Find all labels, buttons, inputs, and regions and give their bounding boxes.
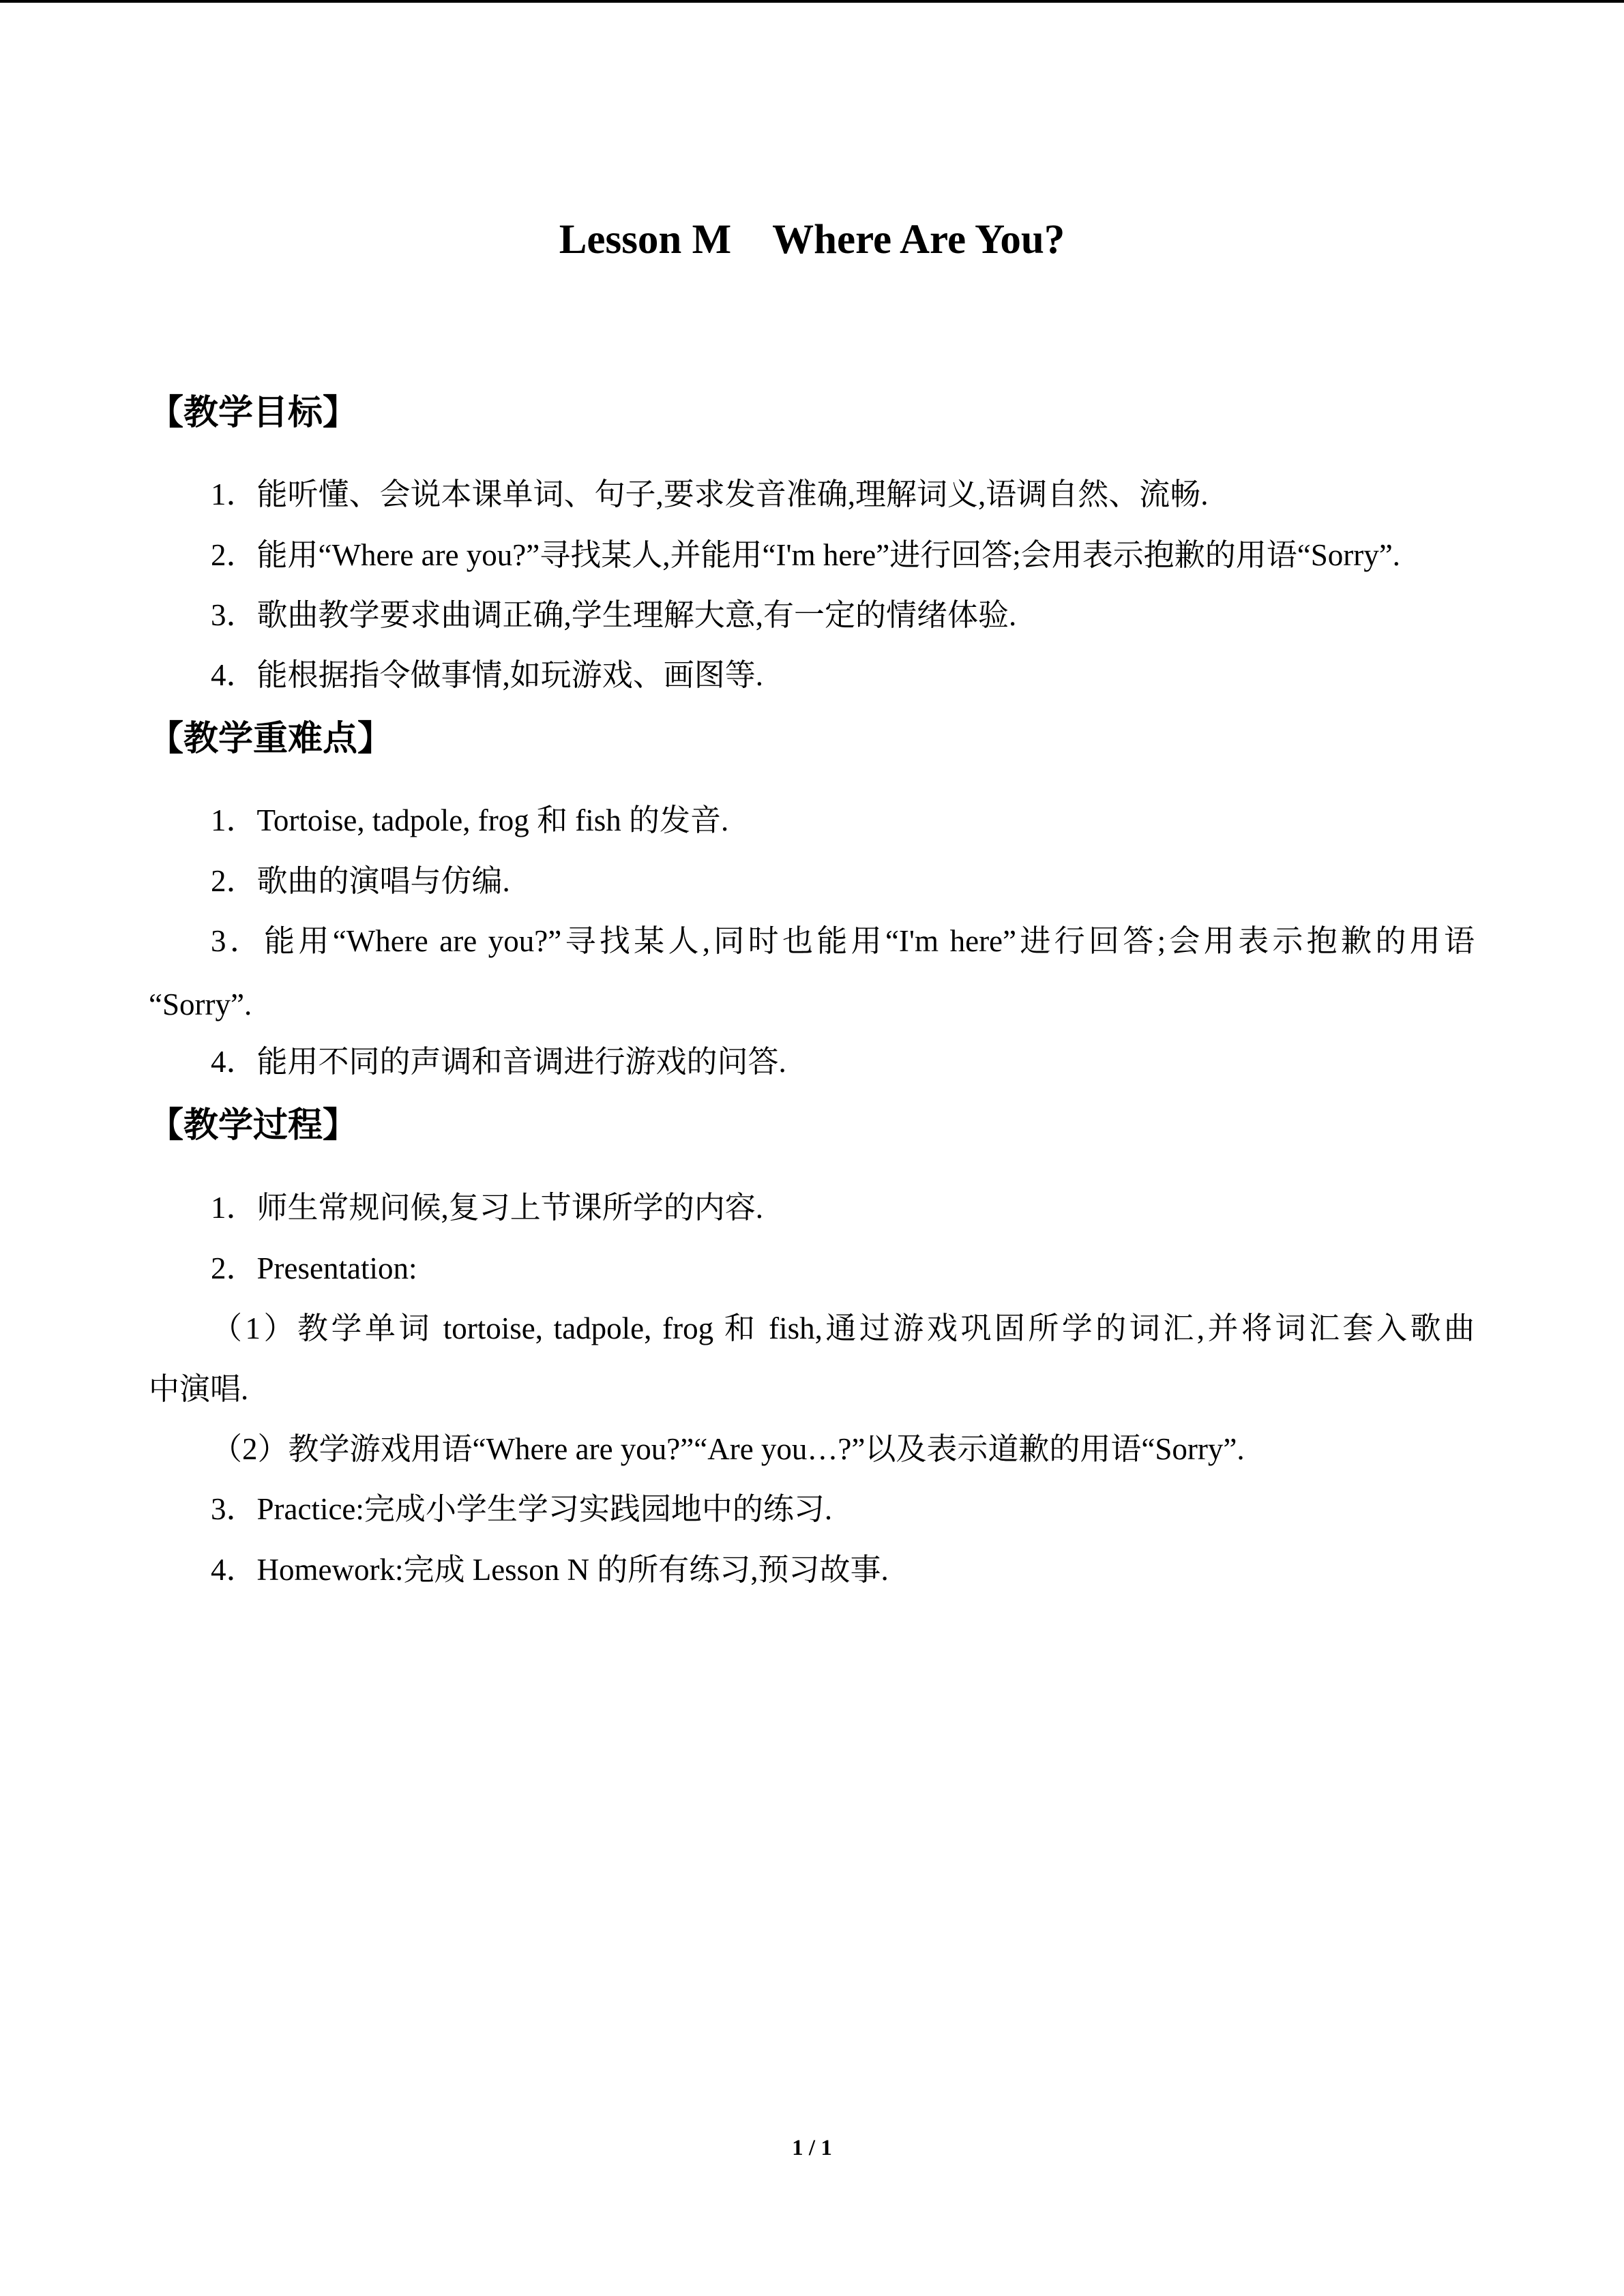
key-point-item-4: 4．能用不同的声调和音调进行游戏的问答.	[211, 1045, 786, 1079]
page-title: Lesson M Where Are You?	[559, 217, 1065, 263]
objective-item-1: 1．能听懂、会说本课单词、句子,要求发音准确,理解词义,语调自然、流畅.	[211, 477, 1209, 511]
process-item-1: 1．师生常规问候,复习上节课所学的内容.	[211, 1191, 764, 1225]
process-item-4: 4．Homework:完成 Lesson N 的所有练习,预习故事.	[211, 1553, 889, 1587]
process-item-3: 3．Practice:完成小学生学习实践园地中的练习.	[211, 1492, 833, 1526]
process-subitem-1-continued: 中演唱.	[149, 1372, 249, 1406]
key-point-item-2: 2．歌曲的演唱与仿编.	[211, 864, 510, 898]
section-heading-objectives: 【教学目标】	[149, 393, 358, 433]
section-heading-process: 【教学过程】	[149, 1105, 358, 1146]
key-point-item-3-continued: “Sorry”.	[149, 987, 252, 1022]
process-subitem-1: （1）教学单词 tortoise, tadpole, frog 和 fish,通过游戏巩固所学的词汇,并将词汇套入歌曲	[211, 1311, 1475, 1345]
process-item-2: 2．Presentation:	[211, 1251, 417, 1285]
section-heading-key-points: 【教学重难点】	[149, 719, 393, 759]
page-number: 1 / 1	[792, 2136, 832, 2160]
process-subitem-2: （2）教学游戏用语“Where are you?”“Are you…?”以及表示道歉的用语“Sorry”.	[211, 1432, 1245, 1466]
key-point-item-1: 1．Tortoise, tadpole, frog 和 fish 的发音.	[211, 803, 729, 837]
objective-item-2: 2．能用“Where are you?”寻找某人,并能用“I'm here”进行回答;会用表示抱歉的用语“Sorry”.	[211, 538, 1400, 572]
key-point-item-3: 3．能用“Where are you?”寻找某人,同时也能用“I'm here”进行回答;会用表示抱歉的用语	[211, 924, 1475, 958]
objective-item-4: 4．能根据指令做事情,如玩游戏、画图等.	[211, 658, 764, 692]
objective-item-3: 3．歌曲教学要求曲调正确,学生理解大意,有一定的情绪体验.	[211, 598, 1017, 632]
